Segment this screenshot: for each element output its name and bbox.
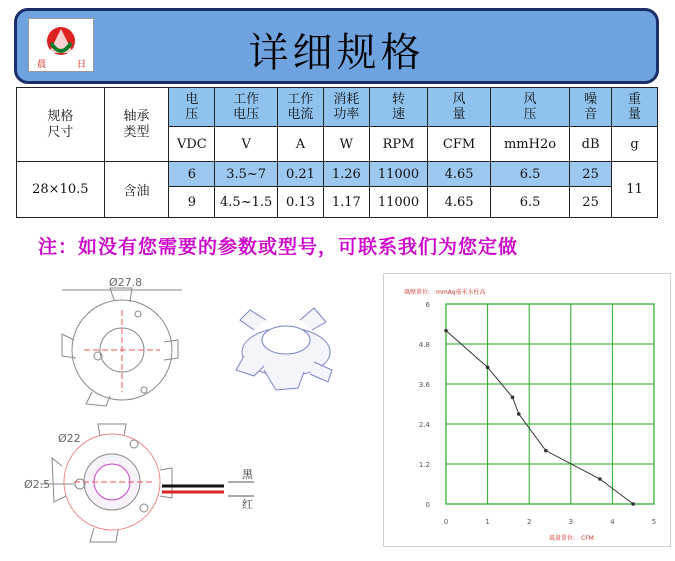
cell: 6 (169, 162, 215, 187)
header-row (17, 88, 658, 127)
title-banner (14, 8, 659, 84)
unit-current: A (277, 127, 323, 162)
cell: 4.5~1.5 (215, 187, 278, 218)
y-tick-label: 3.6 (418, 381, 430, 389)
page-title: 详细规格 (248, 30, 425, 76)
x-axis-label: 風量單位: CFM (549, 535, 594, 542)
data-point (631, 502, 635, 506)
custom-order-note: 注：如没有您需要的参数或型号，可联系我们为您定做 (38, 236, 519, 258)
dim-outer-label: Ø27.8 (109, 276, 143, 289)
pq-chart-svg (384, 274, 670, 546)
header-airflow: 风 量 (428, 88, 491, 127)
header-working-voltage: 工作 电压 (215, 88, 278, 127)
data-point (486, 366, 490, 370)
x-tick-label: 1 (485, 518, 490, 526)
header-current: 工作 电流 (277, 88, 323, 127)
logo-icon (29, 19, 93, 71)
x-tick-label: 0 (443, 518, 449, 526)
header-power: 消耗 功率 (323, 88, 369, 127)
unit-working-voltage: V (215, 127, 278, 162)
weight-cell: 11 (611, 162, 657, 218)
size-cell: 28×10.5 (17, 162, 105, 218)
unit-voltage: VDC (169, 127, 215, 162)
x-tick-label: 2 (526, 518, 532, 526)
unit-airflow: CFM (428, 127, 491, 162)
cell: 11000 (369, 162, 427, 187)
cell: 0.13 (277, 187, 323, 218)
fan-wires-icon (162, 468, 254, 511)
header-voltage: 电 压 (169, 88, 215, 127)
x-tick-label: 3 (568, 518, 574, 526)
y-axis-label: 風壓單位: mmAq毫米水柱高 (404, 289, 486, 296)
cell: 6.5 (490, 187, 569, 218)
y-tick-label: 6 (425, 301, 430, 309)
fan-drawings (14, 270, 374, 550)
table-row (17, 162, 658, 187)
header-noise: 噪 音 (570, 88, 612, 127)
header-weight: 重 量 (611, 88, 657, 127)
fan-top-view-icon (62, 276, 182, 406)
y-tick-label: 0 (425, 501, 430, 509)
header-pressure: 风 压 (490, 88, 569, 127)
logo-char-left: 晨 (37, 60, 47, 70)
fan-drawing-svg (14, 270, 374, 550)
pq-curve-chart (383, 273, 671, 547)
cell: 6.5 (490, 162, 569, 187)
cell: 4.65 (428, 187, 491, 218)
x-tick-label: 4 (610, 518, 615, 526)
y-tick-label: 1.2 (418, 461, 430, 469)
data-point (517, 412, 521, 416)
dim-inner-label: Ø22 (58, 432, 81, 445)
data-point (511, 396, 515, 400)
wire-black-label: 黑 (242, 468, 253, 481)
wire-red-label: 红 (242, 498, 253, 511)
unit-speed: RPM (369, 127, 427, 162)
header-speed: 转 速 (369, 88, 427, 127)
cell: 9 (169, 187, 215, 218)
cell: 1.17 (323, 187, 369, 218)
data-point (544, 449, 548, 453)
plot-area (446, 304, 654, 504)
y-tick-label: 2.4 (418, 421, 430, 429)
cell: 0.21 (277, 162, 323, 187)
data-point (598, 477, 602, 481)
brand-logo (28, 18, 94, 72)
cell: 4.65 (428, 162, 491, 187)
logo-char-right: 日 (77, 60, 87, 70)
x-tick-label: 5 (651, 518, 657, 526)
unit-power: W (323, 127, 369, 162)
cell: 25 (570, 187, 612, 218)
cell: 11000 (369, 187, 427, 218)
y-tick-label: 4.8 (418, 341, 430, 349)
unit-noise: dB (570, 127, 612, 162)
unit-weight: g (611, 127, 657, 162)
cell: 1.26 (323, 162, 369, 187)
unit-pressure: mmH2o (490, 127, 569, 162)
header-size: 规格 尺寸 (17, 88, 105, 162)
cell: 25 (570, 162, 612, 187)
header-bearing: 轴承 类型 (104, 88, 169, 162)
fan-isometric-icon (236, 308, 332, 390)
data-point (444, 329, 448, 333)
spec-table (16, 87, 658, 218)
fan-bottom-view-icon (24, 424, 172, 542)
dim-hole-label: Ø2.5 (24, 478, 51, 491)
cell: 3.5~7 (215, 162, 278, 187)
bearing-cell: 含油 (104, 162, 169, 218)
